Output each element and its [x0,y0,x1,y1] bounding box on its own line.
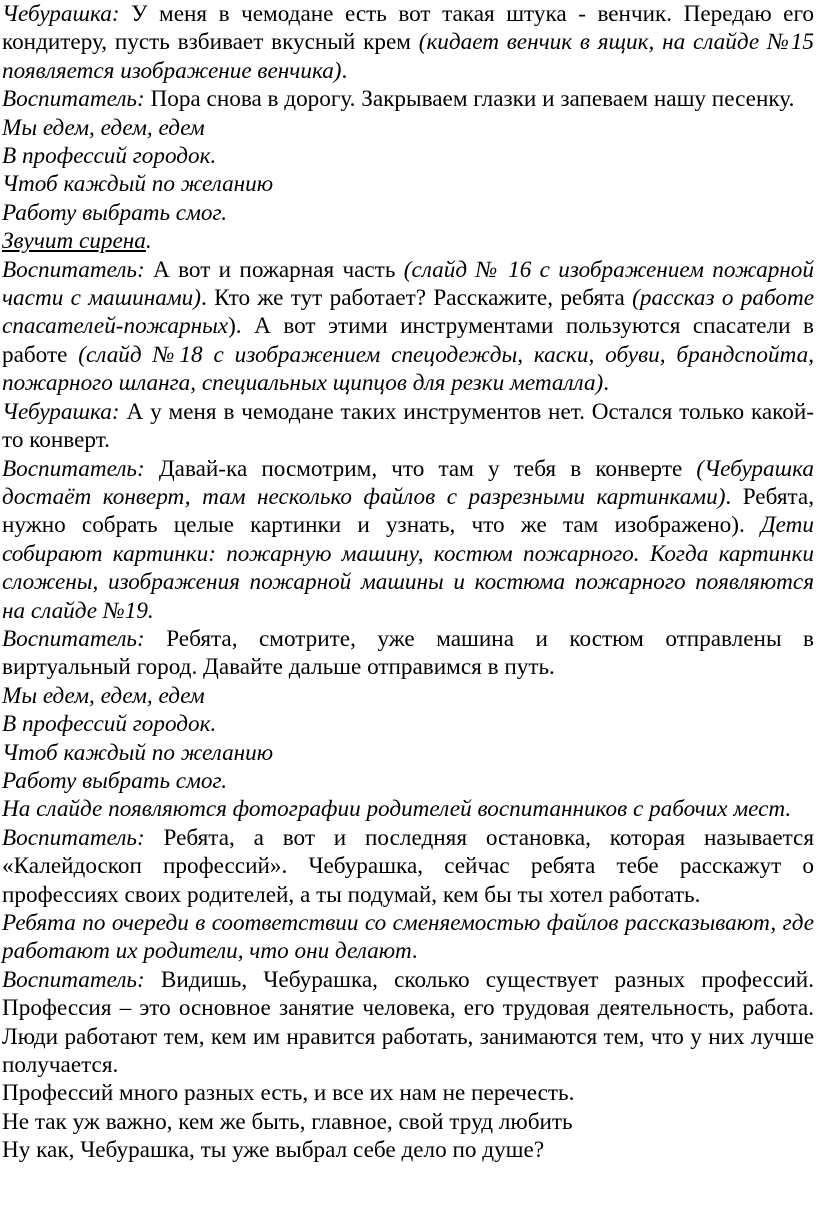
text: Видишь, Чебурашка, сколько существует разных профессий. Профессия – это основное занятие человека, его трудовая деятельность, работа. Люди работают тем, кем им нравится работать, занимаются тем, что у них лучше получается. [2,966,814,1079]
text: Не так уж важно, кем же быть, главное, свой труд любить [2,1108,573,1135]
verse-line [2,1136,814,1164]
verse-line [2,1108,814,1136]
italic-text: Воспитатель: [2,256,145,283]
italic-text: . [145,228,152,255]
paragraph [2,824,814,909]
italic-text: Воспитатель: [2,824,145,851]
verse-line [2,227,814,255]
italic-text: Работу выбрать смог. [2,199,228,226]
verse-line [2,1079,814,1107]
text: Ну как, Чебурашка, ты уже выбрал себе дело по душе? [2,1137,545,1164]
italic-text: (слайд №18 с изображением спецодежды, каски, обуви, брандспойта, пожарного шланга, специальных щипцов для резки металла) [2,341,814,397]
italic-text: В профессий городок. [2,143,217,170]
text: А вот и пожарная часть [144,256,404,283]
paragraph [2,966,814,1080]
text: У меня в чемодане есть вот такая штука - венчик. Передаю его кондитеру, пусть взбивает вкусный крем [2,1,814,56]
italic-text: Чебурашка: [2,398,120,425]
italic-text: Чтоб каждый по желанию [2,739,274,766]
verse-line [2,710,814,738]
paragraph [2,398,814,455]
italic-text: Звучит сирена [2,228,146,255]
italic-text: На слайде появляются фотографии родителей воспитанников с рабочих мест. [2,796,792,823]
text: . Ребята, нужно собрать целые картинки и узнать, что же там изображено). [2,483,814,539]
italic-text: Ребята по очереди в соответствии со сменяемостью файлов рассказывают, где работают их родители, что они делают [2,910,814,965]
text: . [411,938,418,965]
paragraph [2,795,814,823]
text: А у меня в чемодане таких инструментов нет. Остался только какой-то конверт. [2,398,814,454]
italic-text: (слайд № 16 с изображением пожарной части с машинами) [2,256,814,312]
italic-text: Мы едем, едем, едем [2,114,205,141]
italic-text: (Чебурашка достаёт конверт, там несколько файлов с разрезными картинками) [2,455,814,510]
italic-text: Работу выбрать смог. [2,767,228,794]
paragraph [2,455,814,625]
italic-text: Чтоб каждый по желанию [2,171,274,198]
italic-text: Мы едем, едем, едем [2,682,205,709]
italic-text: Воспитатель: [2,455,145,482]
text: Профессий много разных есть, и все их нам не перечесть. [2,1080,575,1107]
text: Давай-ка посмотрим, что там у тебя в конверте [144,455,697,482]
italic-text: (кидает венчик в ящик, на слайде №15 появляется изображение венчика) [2,29,814,84]
text: ). А вот этими инструментами пользуются спасатели в работе [2,313,814,368]
text: . Кто же тут работает? Расскажите, ребята [200,285,633,312]
text: . [603,370,610,397]
italic-text: В профессий городок. [2,711,217,738]
text: Ребята, смотрите, уже машина и костюм отправлены в виртуальный город. Давайте дальше отправимся в путь. [2,625,814,681]
italic-text: Чебурашка: [2,1,120,27]
text: . [341,57,348,84]
paragraph [2,85,814,113]
verse-line [2,739,814,767]
paragraph [2,909,814,966]
verse-line [2,170,814,198]
verse-line [2,767,814,795]
text: Пора снова в дорогу. Закрываем глазки и запеваем нашу песенку. [144,86,795,113]
text: Ребята, а вот и последняя остановка, которая называется «Калейдоскоп профессий». Чебурашка, сейчас ребята тебе расскажут о профессиях своих родителей, а ты подумай, кем бы ты хотел работать. [2,824,814,908]
paragraph [2,625,814,682]
italic-text: Воспитатель: [2,625,145,652]
italic-text: Дети собирают картинки: пожарную машину, костюм пожарного. Когда картинки сложены, изображения пожарной машины и костюма пожарного появляются на слайде №19. [2,512,814,624]
paragraph [2,256,814,398]
italic-text: Воспитатель: [2,86,145,113]
italic-text: Воспитатель: [2,966,145,993]
verse-line [2,682,814,710]
italic-text: (рассказ о работе спасателей-пожарных [2,285,814,340]
verse-line [2,199,814,227]
paragraph [2,0,814,85]
verse-line [2,142,814,170]
verse-line [2,114,814,142]
